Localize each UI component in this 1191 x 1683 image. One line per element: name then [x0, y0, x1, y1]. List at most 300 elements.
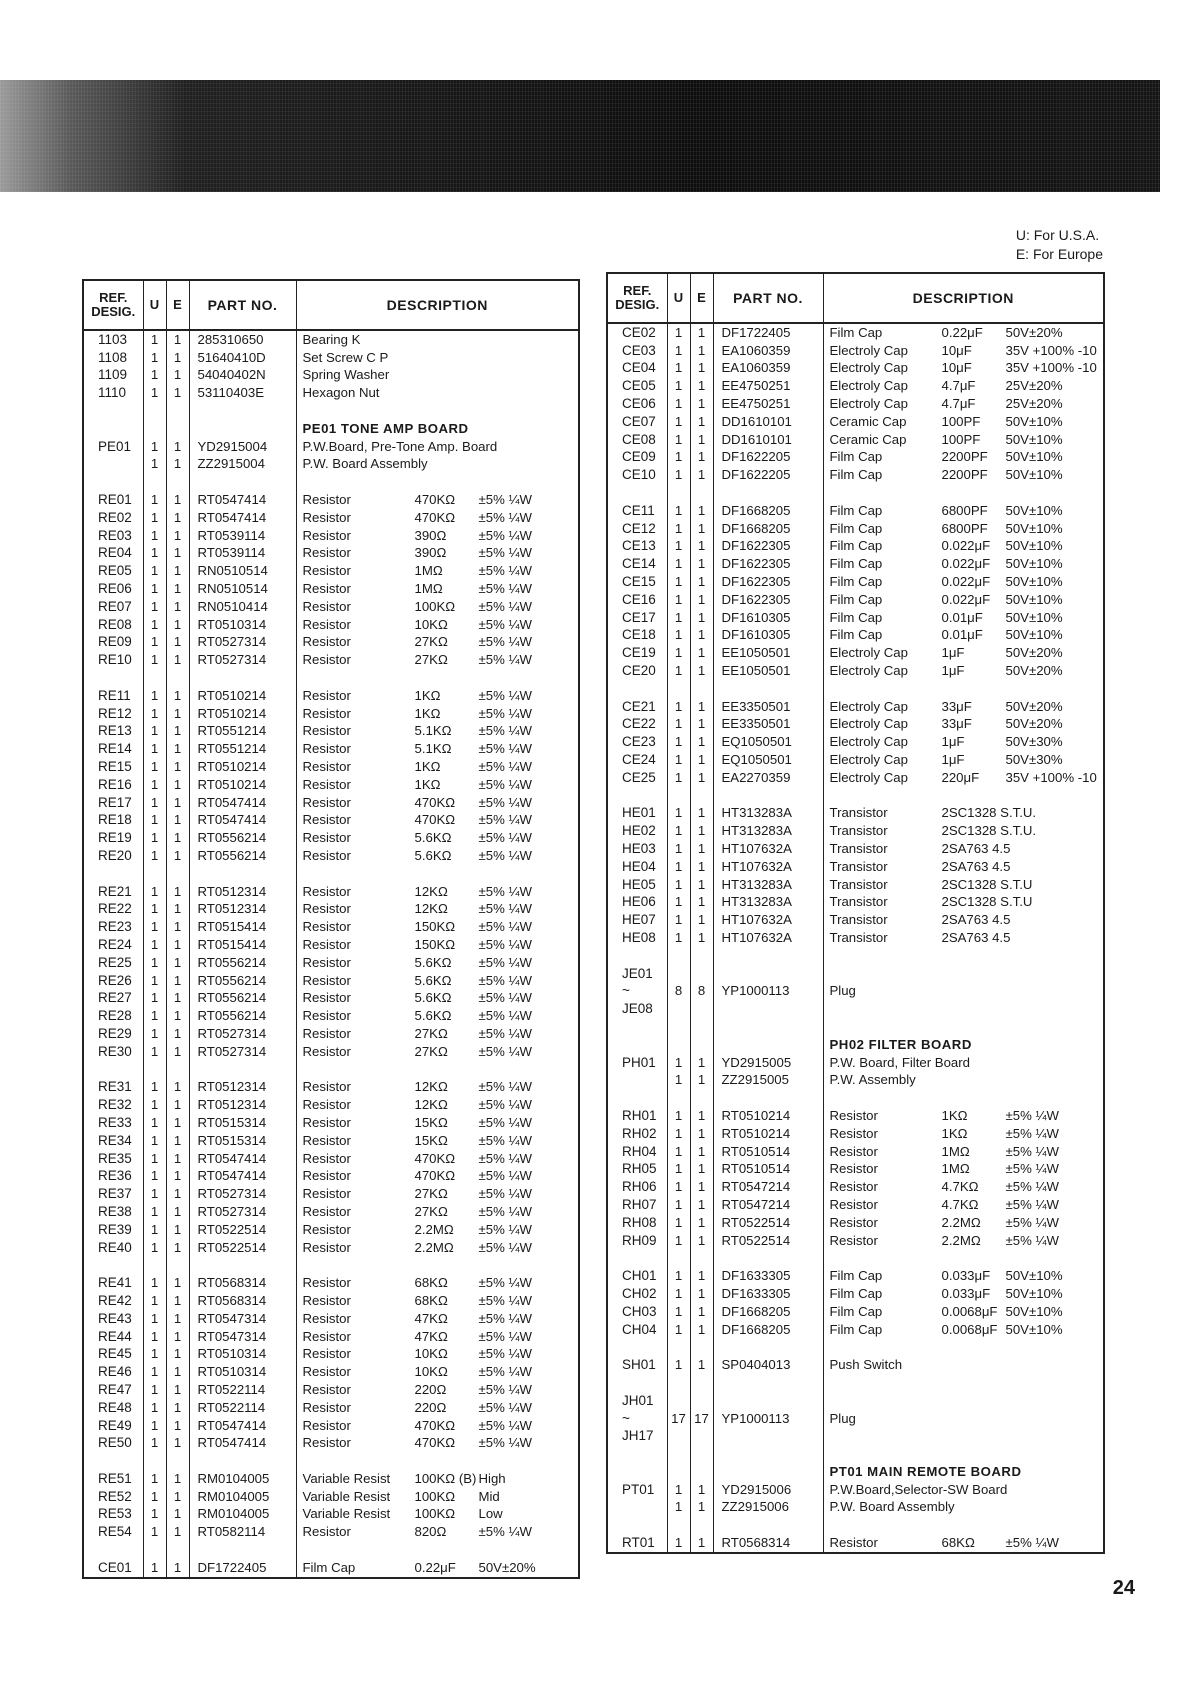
item-rating: ±5% ¼W	[478, 1008, 532, 1024]
qty-e: 1	[690, 1196, 713, 1214]
part-no	[713, 1000, 823, 1018]
item-name: Film Cap	[829, 574, 883, 590]
description	[296, 687, 579, 705]
qty-e	[166, 1256, 189, 1274]
part-no: RN0510414	[189, 598, 296, 616]
item-value: 47KΩ	[414, 1310, 448, 1326]
qty-u: 1	[667, 520, 690, 538]
part-no	[189, 1452, 296, 1470]
table-row	[83, 954, 579, 972]
part-no: YP1000113	[713, 982, 823, 1000]
item-name: Film Cap	[829, 591, 883, 607]
item-rating: 50V±10%	[1005, 556, 1063, 572]
section-header-row	[83, 420, 579, 438]
part-no	[713, 1463, 823, 1481]
part-no: RT0510214	[189, 758, 296, 776]
qty-u: 1	[667, 1143, 690, 1161]
description	[296, 847, 579, 865]
qty-u: 1	[667, 609, 690, 627]
qty-u: 1	[667, 323, 690, 342]
part-no: EE1050501	[713, 662, 823, 680]
item-value: 12KΩ	[414, 901, 448, 917]
ref-desig	[607, 1516, 667, 1534]
description	[823, 627, 1104, 645]
qty-e: 1	[166, 1523, 189, 1541]
item-value: 470KΩ	[414, 1150, 456, 1166]
description	[823, 1499, 1104, 1517]
description	[296, 1274, 579, 1292]
description	[823, 1303, 1104, 1321]
item-value: 0.22μF	[941, 324, 983, 340]
qty-e	[690, 1445, 713, 1463]
part-no: HT107632A	[713, 911, 823, 929]
description	[296, 456, 579, 474]
table-row	[83, 1292, 579, 1310]
item-rating: ±5% ¼W	[478, 1114, 532, 1130]
description	[296, 527, 579, 545]
qty-u: 1	[143, 438, 166, 456]
ref-desig: HE03	[607, 840, 667, 858]
ref-desig	[83, 669, 143, 687]
description	[823, 805, 1104, 823]
item-name: Resistor	[829, 1535, 878, 1551]
qty-u: 1	[143, 491, 166, 509]
item-value: 1KΩ	[941, 1125, 968, 1141]
table-row	[83, 936, 579, 954]
qty-e: 1	[690, 1321, 713, 1339]
table-row	[607, 1321, 1104, 1339]
qty-e	[166, 473, 189, 491]
item-name: Resistor	[302, 1168, 351, 1184]
qty-e: 1	[690, 1143, 713, 1161]
qty-e: 1	[690, 662, 713, 680]
ref-desig: JE08	[607, 1000, 667, 1018]
item-name: Ceramic Cap	[829, 431, 907, 447]
qty-u: 1	[143, 580, 166, 598]
qty-u: 1	[143, 1078, 166, 1096]
table-row	[607, 1178, 1104, 1196]
table-row	[607, 1000, 1104, 1018]
table-row	[607, 1107, 1104, 1125]
item-name: P.W.Board,Selector-SW Board	[829, 1481, 1008, 1497]
item-name: P.W. Board Assembly	[302, 456, 428, 472]
ref-desig: HE02	[607, 822, 667, 840]
header-banner	[0, 80, 1160, 192]
ref-desig: HE07	[607, 911, 667, 929]
qty-u: 1	[667, 1160, 690, 1178]
part-no: DF1610305	[713, 609, 823, 627]
qty-e	[690, 1036, 713, 1054]
item-value: 220μF	[941, 769, 980, 785]
col-ref-desig: REF. DESIG.	[607, 273, 667, 323]
qty-e: 1	[166, 1506, 189, 1524]
qty-u: 1	[143, 1274, 166, 1292]
qty-e: 1	[690, 555, 713, 573]
item-value: 470KΩ	[414, 492, 456, 508]
ref-desig: RE46	[83, 1363, 143, 1381]
ref-desig	[607, 1089, 667, 1107]
part-no: RT0547414	[189, 812, 296, 830]
qty-u: 1	[143, 1025, 166, 1043]
ref-desig	[83, 456, 143, 474]
part-no: HT107632A	[713, 840, 823, 858]
qty-u	[667, 1427, 690, 1445]
ref-desig	[83, 402, 143, 420]
item-rating: ±5% ¼W	[1005, 1161, 1059, 1177]
ref-desig: RE11	[83, 687, 143, 705]
description	[296, 1559, 579, 1578]
ref-desig: RE18	[83, 812, 143, 830]
item-name: Ceramic Cap	[829, 413, 907, 429]
item-name: Resistor	[302, 1275, 351, 1291]
part-no: RT0527314	[189, 1025, 296, 1043]
ref-desig	[607, 1463, 667, 1481]
description	[823, 1143, 1104, 1161]
item-name: Resistor	[302, 741, 351, 757]
table-row	[83, 330, 579, 349]
spacer-row	[607, 1516, 1104, 1534]
item-rating: ±5% ¼W	[478, 1025, 532, 1041]
col-part-no: PART NO.	[713, 273, 823, 323]
ref-desig: CH01	[607, 1267, 667, 1285]
item-name: Resistor	[829, 1161, 878, 1177]
item-value: 27KΩ	[414, 1186, 448, 1202]
table-row	[83, 349, 579, 367]
ref-desig: CE09	[607, 449, 667, 467]
description	[296, 812, 579, 830]
ref-desig: RE37	[83, 1185, 143, 1203]
qty-e: 1	[166, 1185, 189, 1203]
part-no: RT0568314	[189, 1274, 296, 1292]
spacer-row	[83, 1452, 579, 1470]
qty-u: 1	[667, 751, 690, 769]
ref-desig: CE02	[607, 323, 667, 342]
part-no: RT0522114	[189, 1381, 296, 1399]
description	[823, 965, 1104, 983]
qty-u: 1	[667, 1499, 690, 1517]
description	[296, 1523, 579, 1541]
table-row	[83, 1434, 579, 1452]
item-value: 12KΩ	[414, 1079, 448, 1095]
item-name: Resistor	[302, 1043, 351, 1059]
item-value: 100KΩ (B)	[414, 1470, 477, 1486]
part-no	[713, 1392, 823, 1410]
item-value: 1KΩ	[414, 776, 441, 792]
item-value: 100KΩ	[414, 598, 456, 614]
description	[296, 545, 579, 563]
qty-u: 1	[143, 705, 166, 723]
item-rating: 50V±10%	[1005, 609, 1063, 625]
qty-u: 1	[667, 822, 690, 840]
part-no: RT0556214	[189, 829, 296, 847]
qty-u: 1	[143, 562, 166, 580]
ref-desig: CE20	[607, 662, 667, 680]
table-row	[607, 1303, 1104, 1321]
qty-u: 1	[667, 1107, 690, 1125]
item-rating: 35V +100% -10	[1005, 769, 1097, 785]
part-no: DF1668205	[713, 502, 823, 520]
description	[296, 1452, 579, 1470]
part-no: EQ1050501	[713, 733, 823, 751]
item-name: Resistor	[302, 509, 351, 525]
description	[823, 431, 1104, 449]
part-no	[713, 787, 823, 805]
qty-u: 1	[667, 716, 690, 734]
qty-e: 1	[690, 876, 713, 894]
part-no	[189, 865, 296, 883]
region-legend	[1016, 226, 1103, 264]
qty-e	[690, 1000, 713, 1018]
part-no: EE4750251	[713, 377, 823, 395]
part-no	[713, 965, 823, 983]
table-row	[83, 1167, 579, 1185]
spacer-row	[83, 865, 579, 883]
table-row	[83, 1345, 579, 1363]
item-name: Resistor	[302, 1364, 351, 1380]
part-no: DF1622305	[713, 555, 823, 573]
qty-u: 1	[143, 1559, 166, 1578]
ref-desig: RE51	[83, 1470, 143, 1488]
ref-desig	[607, 1374, 667, 1392]
item-value: 5.1KΩ	[414, 741, 452, 757]
item-name: Resistor	[302, 759, 351, 775]
ref-desig: RE32	[83, 1096, 143, 1114]
description	[296, 1256, 579, 1274]
description	[296, 794, 579, 812]
item-value: 150KΩ	[414, 936, 456, 952]
ref-desig: RE15	[83, 758, 143, 776]
qty-e: 1	[166, 527, 189, 545]
table-row	[607, 1214, 1104, 1232]
description	[823, 911, 1104, 929]
table-row	[83, 1007, 579, 1025]
description	[296, 669, 579, 687]
qty-e: 1	[166, 936, 189, 954]
description	[823, 733, 1104, 751]
item-rating: ±5% ¼W	[478, 919, 532, 935]
table-row	[607, 1267, 1104, 1285]
part-no: RM0104005	[189, 1506, 296, 1524]
table-row	[83, 1470, 579, 1488]
ref-desig	[83, 420, 143, 438]
description	[823, 1107, 1104, 1125]
item-name: Resistor	[302, 830, 351, 846]
item-name: Bearing K	[302, 331, 361, 347]
item-rating: 25V±20%	[1005, 378, 1063, 394]
item-name: Resistor	[302, 794, 351, 810]
description	[296, 901, 579, 919]
qty-e: 1	[690, 1356, 713, 1374]
description	[296, 954, 579, 972]
description	[823, 1463, 1104, 1481]
part-no: RT0522114	[189, 1399, 296, 1417]
table-row	[83, 545, 579, 563]
item-value: 0.022μF	[941, 556, 991, 572]
part-no	[713, 1338, 823, 1356]
qty-e: 1	[690, 1285, 713, 1303]
qty-u	[667, 1018, 690, 1036]
qty-e: 1	[690, 1267, 713, 1285]
ref-desig: RE04	[83, 545, 143, 563]
ref-desig: RE06	[83, 580, 143, 598]
table-row	[607, 716, 1104, 734]
ref-desig: RE10	[83, 651, 143, 669]
description	[296, 1488, 579, 1506]
qty-u: 1	[667, 698, 690, 716]
ref-desig: JH01	[607, 1392, 667, 1410]
item-rating: 50V±10%	[1005, 449, 1063, 465]
part-no: RT0568314	[189, 1292, 296, 1310]
qty-u: 1	[667, 894, 690, 912]
part-no: RT0510314	[189, 1363, 296, 1381]
item-rating: ±5% ¼W	[478, 563, 532, 579]
item-value: 6800PF	[941, 520, 988, 536]
item-value: 47KΩ	[414, 1328, 448, 1344]
ref-desig: RE53	[83, 1506, 143, 1524]
description	[296, 1345, 579, 1363]
qty-u: 1	[143, 509, 166, 527]
table-row	[607, 323, 1104, 342]
description	[296, 438, 579, 456]
qty-u	[667, 1516, 690, 1534]
table-row	[83, 794, 579, 812]
qty-e: 1	[690, 377, 713, 395]
qty-u	[143, 1541, 166, 1559]
item-value: 100KΩ	[414, 1488, 456, 1504]
ref-desig	[607, 1036, 667, 1054]
ref-desig	[607, 680, 667, 698]
ref-desig: RE05	[83, 562, 143, 580]
ref-desig: RE09	[83, 634, 143, 652]
qty-e: 1	[166, 687, 189, 705]
item-value: 33μF	[941, 698, 972, 714]
part-no: RT0522514	[713, 1232, 823, 1250]
table-row	[83, 1310, 579, 1328]
item-value: 2.2MΩ	[941, 1214, 981, 1230]
ref-desig	[607, 787, 667, 805]
description	[296, 1292, 579, 1310]
qty-u	[667, 1036, 690, 1054]
description	[296, 1328, 579, 1346]
section-title: PH02 FILTER BOARD	[829, 1036, 972, 1052]
qty-e: 1	[690, 360, 713, 378]
item-value: 1μF	[941, 645, 965, 661]
qty-u: 1	[143, 723, 166, 741]
description	[296, 883, 579, 901]
item-name: Film Cap	[829, 538, 883, 554]
part-no	[189, 473, 296, 491]
part-no: RT0547314	[189, 1328, 296, 1346]
qty-u	[667, 1249, 690, 1267]
item-name: Resistor	[302, 954, 351, 970]
item-value: 68KΩ	[414, 1275, 448, 1291]
table-row	[83, 1328, 579, 1346]
qty-e	[690, 1089, 713, 1107]
qty-e: 1	[166, 1078, 189, 1096]
qty-u: 1	[667, 502, 690, 520]
table-row	[607, 1410, 1104, 1428]
item-value: 2SC1328 S.T.U	[941, 876, 1033, 892]
item-name: Electroly Cap	[829, 716, 908, 732]
item-name: Resistor	[302, 1097, 351, 1113]
qty-e: 1	[166, 829, 189, 847]
description	[296, 634, 579, 652]
table-row	[607, 573, 1104, 591]
part-no: 53110403E	[189, 384, 296, 402]
item-name: Plug	[829, 983, 856, 999]
qty-e: 1	[690, 1214, 713, 1232]
table-row	[83, 1488, 579, 1506]
qty-u	[143, 1452, 166, 1470]
description	[823, 858, 1104, 876]
part-no: RT0510314	[189, 616, 296, 634]
qty-e	[690, 1392, 713, 1410]
ref-desig: RE41	[83, 1274, 143, 1292]
part-no: RT0551214	[189, 740, 296, 758]
qty-u: 1	[667, 876, 690, 894]
description	[823, 1374, 1104, 1392]
description	[296, 598, 579, 616]
item-rating: ±5% ¼W	[478, 1399, 532, 1415]
ref-desig: RE12	[83, 705, 143, 723]
part-no: RT0527314	[189, 1043, 296, 1061]
qty-u: 1	[667, 1196, 690, 1214]
part-no: RT0547414	[189, 794, 296, 812]
item-rating: ±5% ¼W	[478, 545, 532, 561]
ref-desig: CE14	[607, 555, 667, 573]
ref-desig: CE22	[607, 716, 667, 734]
ref-desig: RH08	[607, 1214, 667, 1232]
table-row	[83, 687, 579, 705]
part-no: EA2270359	[713, 769, 823, 787]
ref-desig: CE25	[607, 769, 667, 787]
ref-desig: 1109	[83, 367, 143, 385]
legend-usa: U: For U.S.A.	[1015, 227, 1100, 243]
item-name: Transistor	[829, 858, 888, 874]
ref-desig: CE12	[607, 520, 667, 538]
spacer-row	[607, 1374, 1104, 1392]
qty-e	[166, 1061, 189, 1079]
ref-desig: RE25	[83, 954, 143, 972]
item-value: 2.2MΩ	[414, 1239, 454, 1255]
qty-u: 1	[143, 616, 166, 634]
ref-desig	[607, 484, 667, 502]
qty-u: 1	[143, 901, 166, 919]
item-name: Film Cap	[829, 627, 883, 643]
part-no	[713, 1089, 823, 1107]
part-no: DD1610101	[713, 413, 823, 431]
ref-desig	[83, 473, 143, 491]
qty-e: 1	[166, 758, 189, 776]
qty-e	[690, 947, 713, 965]
item-value: 1μF	[941, 663, 965, 679]
table-row	[83, 1363, 579, 1381]
description	[823, 680, 1104, 698]
qty-e: 1	[166, 456, 189, 474]
qty-e: 1	[690, 698, 713, 716]
description	[296, 989, 579, 1007]
part-no: RT0510214	[713, 1107, 823, 1125]
item-rating: ±5% ¼W	[478, 776, 532, 792]
qty-e: 1	[166, 740, 189, 758]
table-row	[83, 1114, 579, 1132]
part-no: RT0515414	[189, 936, 296, 954]
item-name: Resistor	[302, 1025, 351, 1041]
item-value: 0.22μF	[414, 1559, 456, 1575]
description	[823, 1338, 1104, 1356]
part-no: ZZ2915006	[713, 1499, 823, 1517]
item-name: Film Cap	[829, 609, 883, 625]
